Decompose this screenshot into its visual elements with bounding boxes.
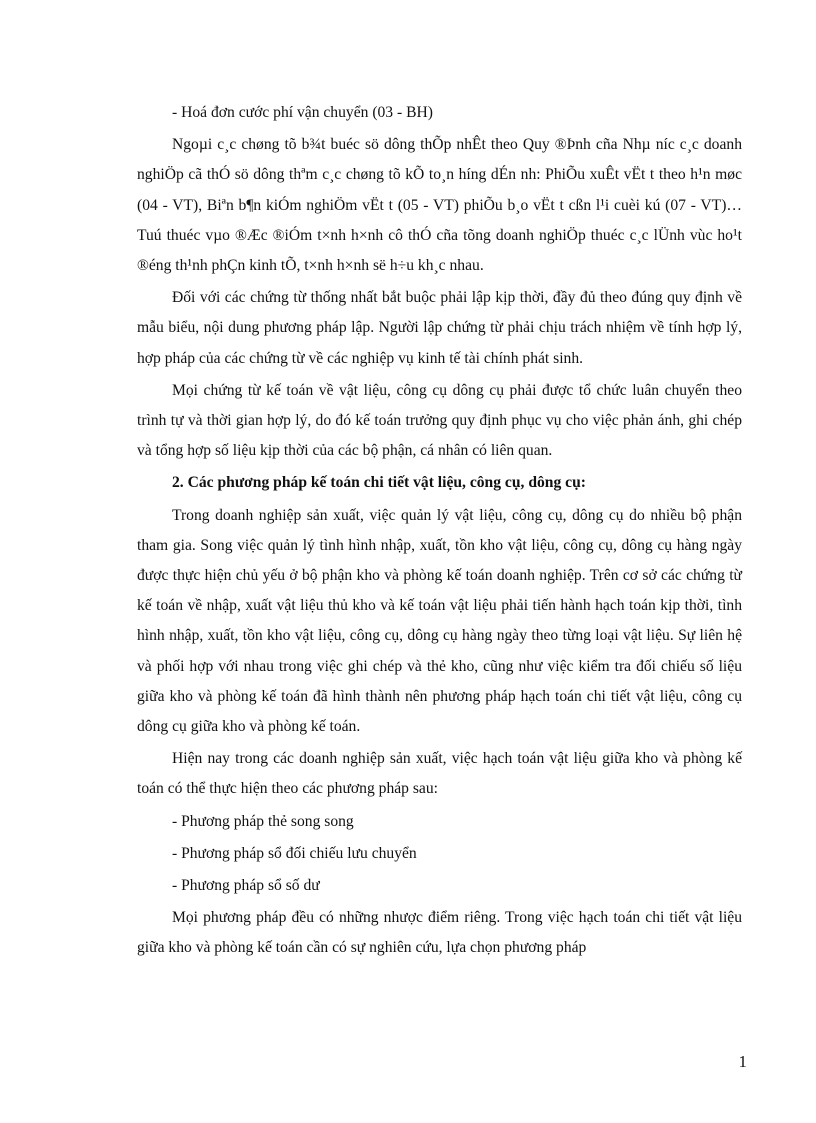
list-item-method-2: - Phương pháp sổ đối chiếu lưu chuyển	[172, 844, 417, 862]
page-number: 1	[738, 1052, 747, 1071]
list-item-method-3: - Phương pháp sổ số dư	[172, 877, 320, 895]
paragraph-legacy-encoding: Ngoµi c¸c chøng tõ b¾t buéc sö dông thÕp nhÊt theo Quy ®Þnh cña Nhµ níc c¸c doanh nghiÖp cã thÓ sö dông thªm c¸c chøng tõ kÕ to¸n híng dÉn nh: PhiÕu xuÊt vËt t theo h¹n møc (04 - VT), Biªn b¶n kiÓm nghiÖm vËt t (05 - VT) phiÕu b¸o vËt t cßn l¹i cuèi kú (07 - VT)… Tuú thuéc vµo ®Æc ®iÓm t×nh h×nh cô thÓ cña tõng doanh nghiÖp thuéc c¸c lÜnh vùc ho¹t ®éng th¹nh phÇn kinh tÕ, t×nh h×nh së h÷u kh¸c nhau.	[137, 136, 742, 275]
paragraph-uniform-vouchers: Đối với các chứng từ thống nhất bắt buộc phải lập kịp thời, đầy đủ theo đúng quy định về mẫu biểu, nội dung phương pháp lập. Người lập chứng từ phải chịu trách nhiệm về tính hợp lý, hợp pháp của các chứng từ về các nghiệp vụ kinh tế tài chính phát sinh.	[137, 289, 742, 367]
paragraph-method-comparison: Mọi phương pháp đều có những nhược điểm riêng. Trong việc hạch toán chi tiết vật liệu giữa kho và phòng kế toán cần có sự nghiên cứu, lựa chọn phương pháp	[137, 909, 742, 957]
document-body	[137, 98, 742, 964]
paragraph-methods-intro: Hiện nay trong các doanh nghiệp sản xuất, việc hạch toán vật liệu giữa kho và phòng kế toán có thể thực hiện theo các phương pháp sau:	[137, 750, 742, 798]
paragraph-voucher-circulation: Mọi chứng từ kế toán về vật liệu, công cụ dông cụ phải được tổ chức luân chuyển theo trình tự và thời gian hợp lý, do đó kế toán trưởng quy định phục vụ cho việc phản ánh, ghi chép và tổng hợp số liệu kịp thời của các bộ phận, cá nhân có liên quan.	[137, 381, 742, 460]
paragraph-detailed-accounting: Trong doanh nghiệp sản xuất, việc quản lý vật liệu, công cụ, dông cụ do nhiều bộ phận tham gia. Song việc quản lý tình hình nhập, xuất, tồn kho vật liệu, công cụ, dông cụ hàng ngày được thực hiện chủ yếu ở bộ phận kho và phòng kế toán doanh nghiệp. Trên cơ sở các chứng từ kế toán về nhập, xuất vật liệu thủ kho và kế toán vật liệu phải tiến hành hạch toán kịp thời, tình hình nhập, xuất, tồn kho vật liệu, công cụ, dông cụ hàng ngày theo từng loại vật liệu. Sự liên hệ và phối hợp với nhau trong việc ghi chép và thẻ kho, cũng như việc kiểm tra đối chiếu số liệu giữa kho và phòng kế toán đã hình thành nên phương pháp hạch toán chi tiết vật liệu, công cụ dông cụ giữa kho và phòng kế toán.	[137, 506, 742, 736]
list-item-invoice: - Hoá đơn cước phí vận chuyển (03 - BH)	[172, 104, 433, 121]
list-item-method-1: - Phương pháp thẻ song song	[172, 812, 354, 830]
section-heading: 2. Các phương pháp kế toán chi tiết vật liệu, công cụ, dông cụ:	[172, 474, 586, 492]
